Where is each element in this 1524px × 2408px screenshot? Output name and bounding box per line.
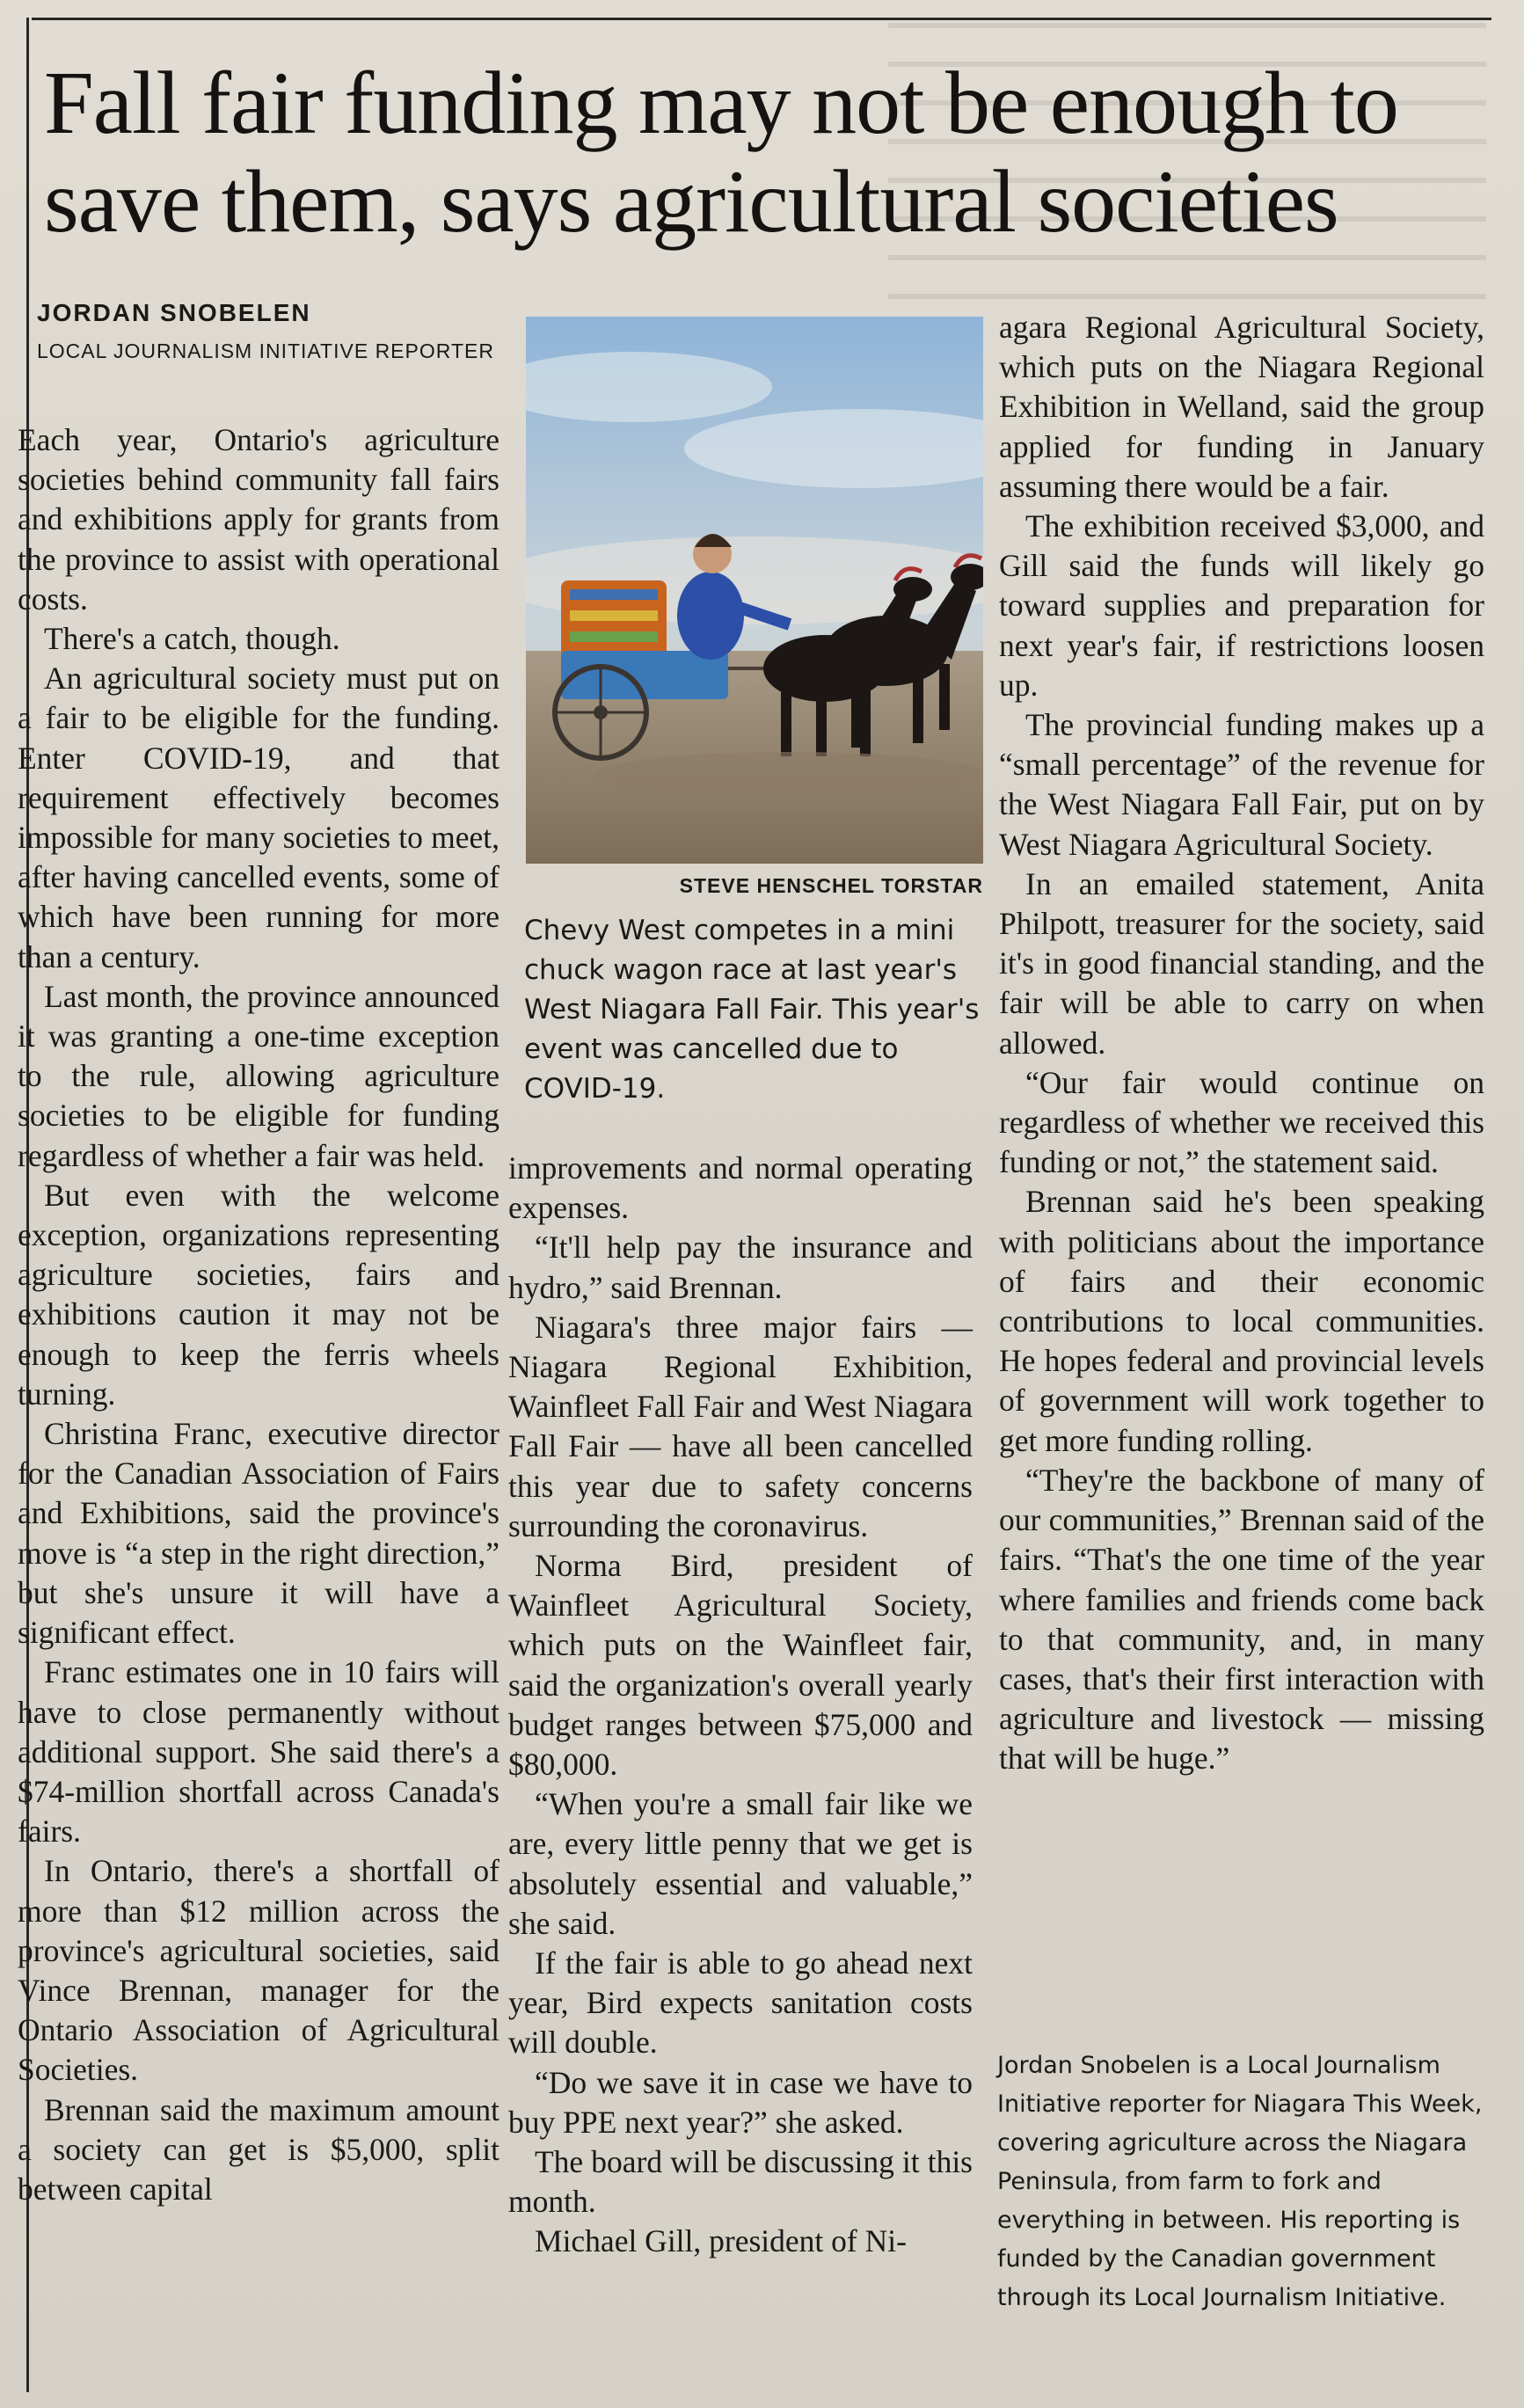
- paragraph: “They're the backbone of many of our communities,” Brennan said of the fairs. “That's the one time of the year where families and friends come back to that community, and, in many cases, that's their first interaction with agriculture and livestock — missing that will be huge.”: [999, 1462, 1484, 1777]
- paragraph: Christina Franc, executive director for the Canadian Association of Fairs and Exhibitions, said the province's move is “a step in the right direction,” but she's unsure it will have a significant effect.: [18, 1416, 499, 1651]
- paragraph: “It'll help pay the insurance and hydro,” said Brennan.: [508, 1230, 973, 1305]
- paragraph: The provincial funding makes up a “small percentage” of the revenue for the West Niagara Fall Fair, put on by West Niagara Agricultural Society.: [999, 707, 1484, 862]
- paragraph: Michael Gill, president of Ni-: [535, 2223, 907, 2259]
- paragraph: improvements and normal operating expenses.: [508, 1150, 973, 1226]
- author-bio: Jordan Snobelen is a Local Journalism Initiative reporter for Niagara This Week, covering agriculture across the Niagara Peninsula, from farm to fork and everything in between. His reporting is funded by the Canadian government through its Local Journalism Initiative.: [997, 2052, 1483, 2311]
- article-column-1: [18, 420, 499, 2209]
- paragraph: Brennan said he's been speaking with politicians about the importance of fairs and their economic contributions to local communities. He hopes federal and provincial levels of government will work together to get more funding rolling.: [999, 1184, 1484, 1458]
- byline-name: JORDAN SNOBELEN: [37, 299, 311, 326]
- headline: Fall fair funding may not be enough to save them, says agricultural societies: [44, 54, 1398, 252]
- byline-role: LOCAL JOURNALISM INITIATIVE REPORTER: [37, 339, 494, 362]
- photo-credit: STEVE HENSCHEL TORSTAR: [679, 874, 983, 897]
- paragraph: The board will be discussing it this month.: [508, 2144, 973, 2220]
- paragraph: An agricultural society must put on a fair to be eligible for the funding. Enter COVID-19, and that requirement effectively becomes impossible for many societies to meet, after having cancelled events, some of which have been running for more than a century.: [18, 660, 499, 974]
- paragraph: In Ontario, there's a shortfall of more than $12 million across the province's agricultural societies, said Vince Brennan, manager for the Ontario Association of Agricultural Societies.: [18, 1853, 499, 2088]
- top-rule: [32, 18, 1491, 20]
- driver: [677, 572, 744, 660]
- paragraph: There's a catch, though.: [44, 621, 340, 657]
- paragraph: Franc estimates one in 10 fairs will have to close permanently without additional support. She said there's a $74-million shortfall across Canada's fairs.: [18, 1654, 499, 1850]
- paragraph: The exhibition received $3,000, and Gill said the funds will likely go toward supplies and preparation for next year's fair, if restrictions loosen up.: [999, 508, 1484, 703]
- paragraph: Brennan said the maximum amount a society can get is $5,000, split between capital: [18, 2091, 499, 2207]
- paragraph: Each year, Ontario's agriculture societies behind community fall fairs and exhibitions apply for grants from the province to assist with operational costs.: [18, 422, 499, 617]
- paragraph: But even with the welcome exception, organizations representing agriculture societies, fairs and exhibitions caution it may not be enough to keep the ferris wheels turning.: [18, 1177, 499, 1412]
- paragraph: Niagara's three major fairs — Niagara Regional Exhibition, Wainfleet Fall Fair and West Niagara Fall Fair — have all been cancelled this year due to safety concerns surrounding the coronavirus.: [508, 1309, 973, 1543]
- chuck-wagon-race-photo: [526, 317, 983, 864]
- paragraph: If the fair is able to go ahead next year, Bird expects sanitation costs will double.: [508, 1945, 973, 2061]
- photo-caption: Chevy West competes in a mini chuck wagon race at last year's West Niagara Fall Fair. This year's event was cancelled due to COVID-19.: [524, 915, 980, 1105]
- paragraph: “Do we save it in case we have to buy PPE next year?” she asked.: [508, 2064, 973, 2140]
- article-column-3: [999, 308, 1484, 1779]
- article-column-2: [508, 1149, 973, 2262]
- paragraph: In an emailed statement, Anita Philpott, treasurer for the society, said it's in good financial standing, and the fair will be able to carry on when allowed.: [999, 865, 1484, 1061]
- paragraph: “Our fair would continue on regardless of whether we received this funding or not,” the statement said.: [999, 1064, 1484, 1180]
- paragraph: Norma Bird, president of Wainfleet Agricultural Society, which puts on the Wainfleet fair, said the organization's overall yearly budget ranges between $75,000 and $80,000.: [508, 1548, 973, 1783]
- paragraph: agara Regional Agricultural Society, which puts on the Niagara Regional Exhibition in Welland, said the group applied for funding in January assuming there would be a fair.: [999, 310, 1484, 504]
- paragraph: Last month, the province announced it was granting a one-time exception to the rule, allowing agriculture societies to be eligible for funding regardless of whether a fair was held.: [18, 978, 499, 1173]
- photo-illustration: [526, 317, 983, 864]
- paragraph: “When you're a small fair like we are, every little penny that we get is absolutely essential and valuable,” she said.: [508, 1786, 973, 1941]
